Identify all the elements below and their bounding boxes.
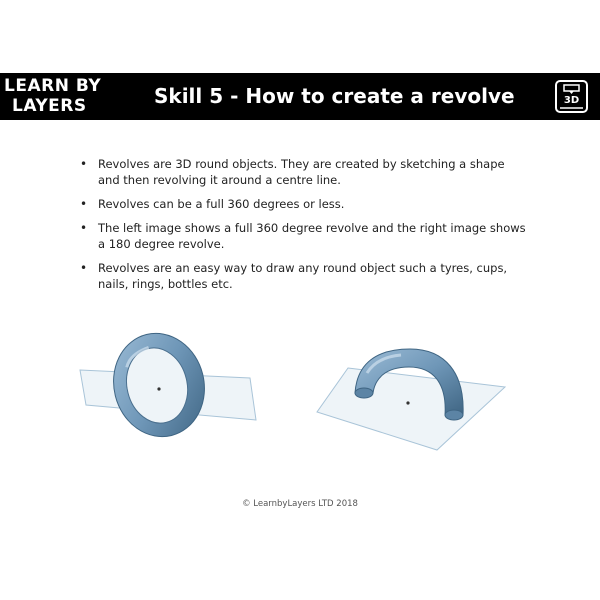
badge-label: 3D (563, 95, 580, 106)
header-bar (0, 73, 600, 120)
3d-printer-icon (555, 80, 588, 113)
torus-end-right (445, 410, 463, 420)
bullet-text: Revolves are an easy way to draw any round object such a tyres, cups, nails, rings, bottles etc. (98, 261, 508, 291)
bullet-item (78, 260, 528, 292)
torus-end-left (355, 388, 373, 398)
half-revolve-image (315, 345, 510, 455)
bullet-dot: • (80, 261, 88, 275)
centre-point (157, 387, 160, 390)
logo-line-2: LAYERS (12, 96, 87, 116)
bullet-text: Revolves are 3D round objects. They are created by sketching a shape and then revolving it around a centre line. (98, 157, 505, 187)
full-revolve-image (78, 330, 260, 450)
slide-title: Skill 5 - How to create a revolve (154, 84, 515, 108)
bullet-text: Revolves can be a full 360 degrees or less. (98, 197, 345, 211)
copyright-footer: © LearnbyLayers LTD 2018 (242, 499, 358, 509)
bullet-dot: • (80, 221, 88, 235)
logo-line-1: LEARN BY (4, 76, 102, 96)
bullet-dot: • (80, 157, 88, 171)
centre-point (406, 401, 409, 404)
bullet-item (78, 156, 528, 188)
bullet-text: The left image shows a full 360 degree revolve and the right image shows a 180 degree revolve. (98, 221, 526, 251)
bullet-item (78, 196, 528, 212)
bullet-item (78, 220, 528, 252)
bullet-list (78, 156, 528, 300)
bullet-dot: • (80, 197, 88, 211)
sketch-plane (317, 368, 505, 450)
